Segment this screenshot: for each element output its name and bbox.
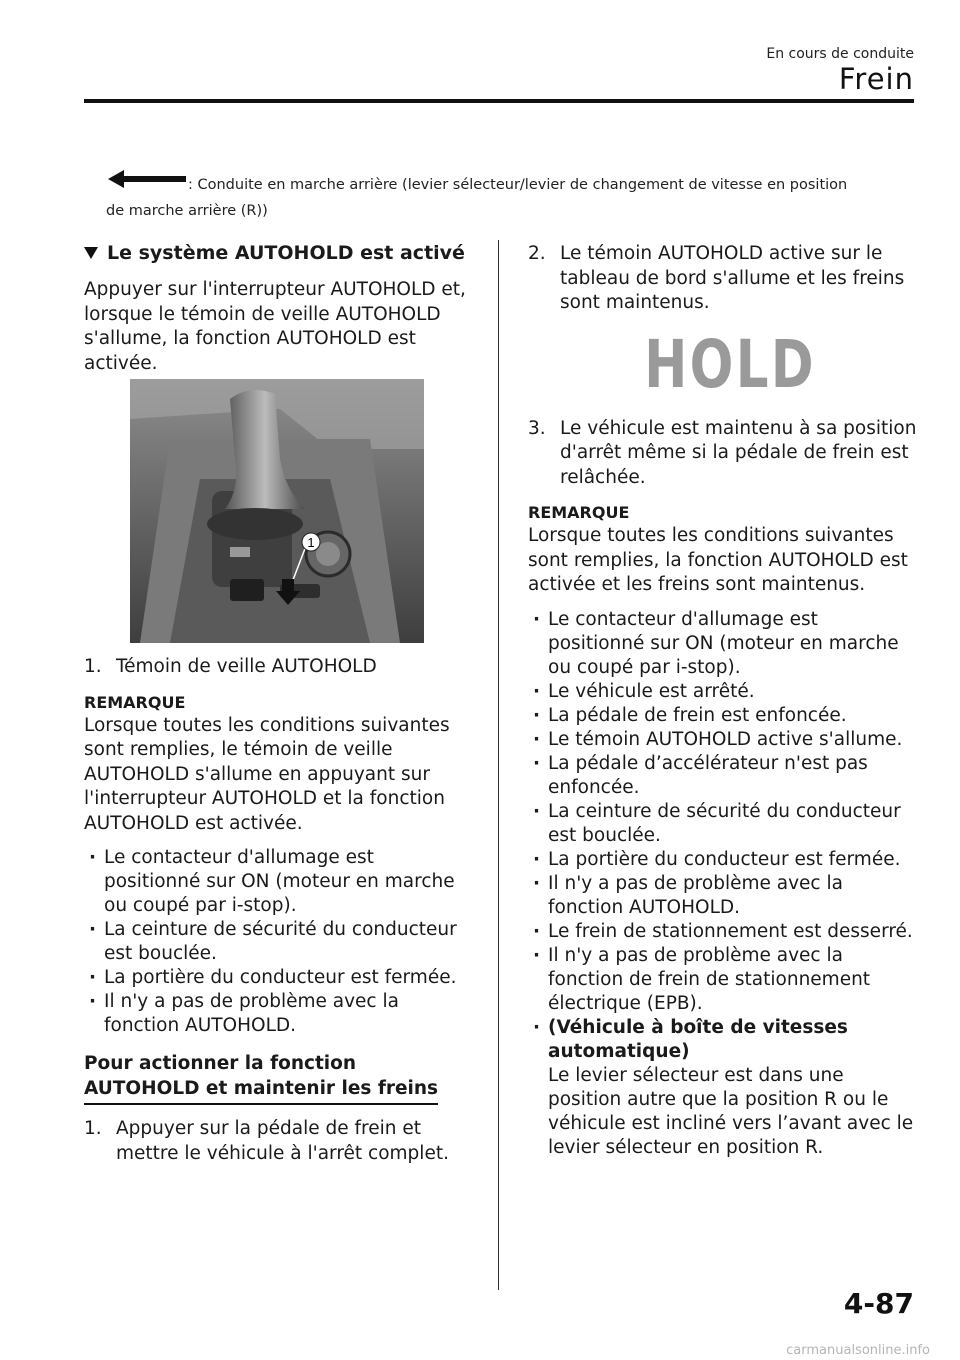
condition-list [528, 608, 920, 1160]
column-divider [498, 240, 499, 1290]
reverse-caption-cont: de marche arrière (R)) [106, 203, 268, 219]
note-text: Lorsque toutes les conditions suivantes sont remplies, le témoin de veille AUTOHOLD s'allume en appuyant sur l'interrupteur AUTOHOLD et la fonction AUTOHOLD est activée. [84, 714, 450, 834]
autohold-switch-photo [130, 379, 424, 643]
note-heading: REMARQUE [84, 692, 186, 712]
list-item: · Le véhicule est arrêté. [528, 680, 920, 704]
step-item: 2. Le témoin AUTOHOLD active sur le tableau de bord s'allume et les freins sont maintenus. [528, 243, 905, 313]
section-heading [84, 242, 476, 264]
reverse-arrow-icon [108, 170, 186, 188]
list-item: · (Véhicule à boîte de vitesses automatique) Le levier sélecteur est dans une position autre que la position R ou le véhicule est incliné vers l’avant avec le levier sélecteur en position R. [528, 1016, 920, 1160]
list-item: · La pédale de frein est enfoncée. [528, 704, 920, 728]
reverse-caption: : Conduite en marche arrière (levier sélecteur/levier de changement de vitesse en position [188, 177, 848, 193]
header-title: Frein [838, 62, 914, 96]
step-item: 3. Le véhicule est maintenu à sa position d'arrêt même si la pédale de frein est relâchée. [528, 417, 917, 488]
step-item: 1. Appuyer sur la pédale de frein et mettre le véhicule à l'arrêt complet. [84, 1118, 449, 1164]
header-section: En cours de conduite [766, 46, 914, 62]
list-item: · Le frein de stationnement est desserré. [528, 920, 920, 944]
list-item: · Le contacteur d'allumage est positionné sur ON (moteur en marche ou coupé par i-stop). [528, 608, 920, 680]
hold-indicator [528, 326, 920, 403]
condition-list [84, 846, 476, 1038]
right-column [528, 242, 920, 1160]
list-item: · La ceinture de sécurité du conducteur est bouclée. [84, 918, 476, 966]
triangle-down-icon [84, 247, 98, 259]
note-text: Lorsque toutes les conditions suivantes sont remplies, la fonction AUTOHOLD est activée et les freins sont maintenus. [528, 525, 908, 595]
list-item: · La portière du conducteur est fermée. [84, 966, 476, 990]
subsection-heading: Pour actionner la fonction AUTOHOLD et maintenir les freins [84, 1052, 438, 1105]
list-item: · La portière du conducteur est fermée. [528, 848, 920, 872]
page-number: 4-87 [843, 1287, 914, 1320]
list-item: · Il n'y a pas de problème avec la fonction AUTOHOLD. [528, 872, 920, 920]
list-item: · La ceinture de sécurité du conducteur est bouclée. [528, 800, 920, 848]
list-item: · Le témoin AUTOHOLD active s'allume. [528, 728, 920, 752]
left-column [84, 242, 476, 1174]
list-item: · La pédale d’accélérateur n'est pas enfoncée. [528, 752, 920, 800]
photo-callout-1: 1 [307, 535, 315, 550]
watermark: carmanualsonline.info [786, 1343, 930, 1358]
legend-item: 1. Témoin de veille AUTOHOLD [84, 656, 377, 677]
list-item: · Il n'y a pas de problème avec la fonction AUTOHOLD. [84, 990, 476, 1038]
section-heading-text: Le système AUTOHOLD est activé [107, 242, 465, 264]
list-item: · Le contacteur d'allumage est positionné sur ON (moteur en marche ou coupé par i-stop). [84, 846, 476, 918]
intro-paragraph: Appuyer sur l'interrupteur AUTOHOLD et, lorsque le témoin de veille AUTOHOLD s'allume, la fonction AUTOHOLD est activée. [84, 279, 466, 374]
note-heading: REMARQUE [528, 503, 630, 522]
header-rule [84, 99, 914, 103]
list-item: · Il n'y a pas de problème avec la fonction de frein de stationnement électrique (EPB). [528, 944, 920, 1016]
hold-indicator-label: HOLD [644, 325, 816, 403]
